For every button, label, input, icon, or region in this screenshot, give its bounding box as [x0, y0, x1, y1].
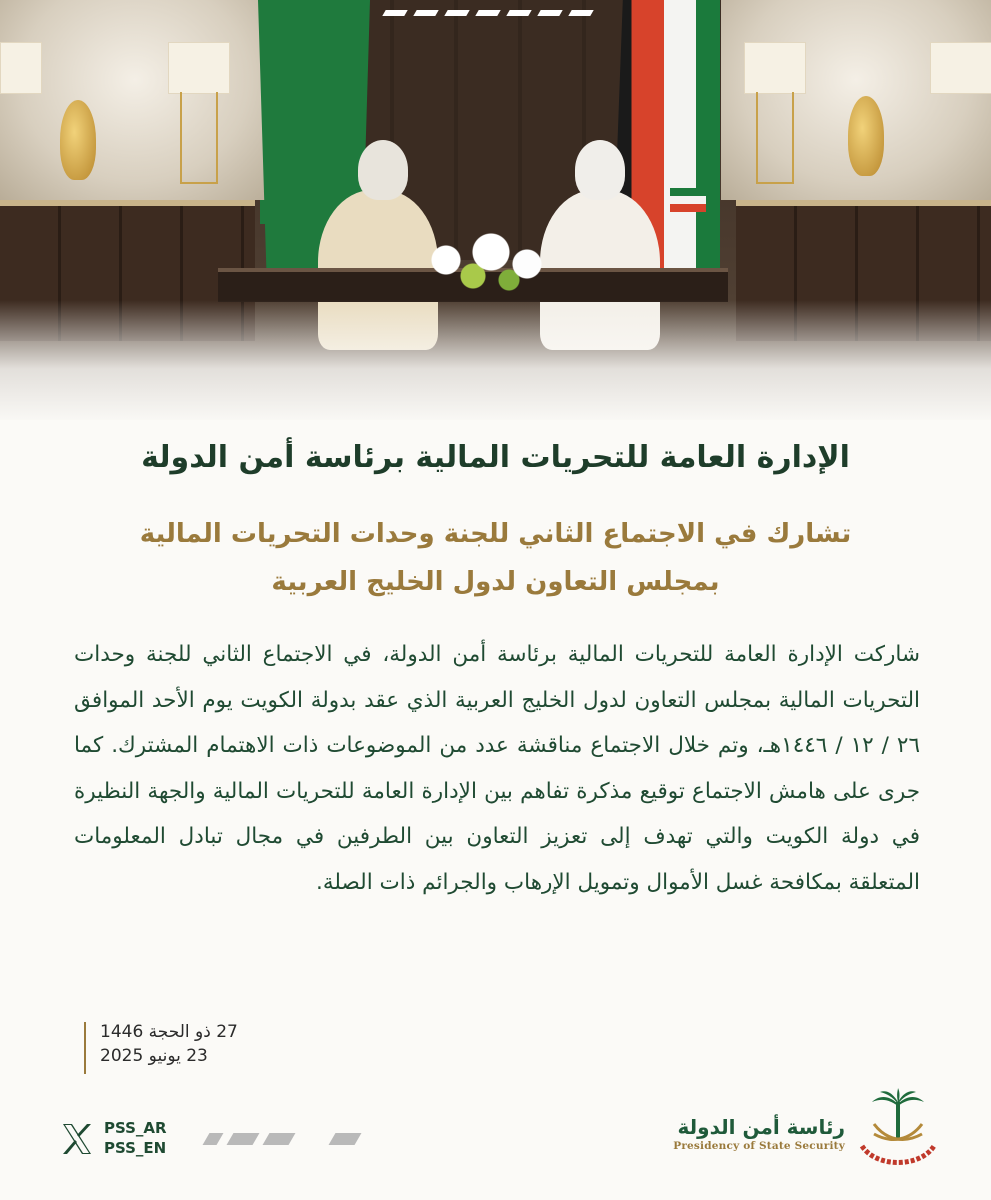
x-icon[interactable] — [60, 1122, 94, 1156]
header-photo — [0, 0, 991, 420]
news-paragraph: شاركت الإدارة العامة للتحريات المالية برئاسة أمن الدولة، في الاجتماع الثاني للجنة وحدات التحريات المالية بمجلس التعاون لدول الخليج العربية الذي عقد بدولة الكويت يوم الأحد الموافق ٢٦ / ١٢ / ١٤٤٦هـ، وتم خلال الاجتماع مناقشة عدد من الموضوعات ذات الاهتمام المشترك. كما جرى على هامش الاجتماع توقيع مذكرة تفاهم بين الإدارة العامة للتحريات المالية والجهة النظيرة في دولة الكويت والتي تهدف إلى تعزيز التعاون بين الطرفين في مجال تبادل المعلومات المتعلقة بمكافحة غسل الأموال وتمويل الإرهاب والجرائم ذات الصلة. — [74, 642, 921, 895]
palm-swords-emblem-icon — [852, 1088, 944, 1172]
delegate-right-head — [575, 140, 625, 200]
gold-vase — [848, 96, 884, 176]
social-handles — [104, 1118, 167, 1158]
bottom-dash-decoration — [206, 1133, 358, 1145]
lamp-shade — [168, 42, 230, 94]
photo-fade — [0, 300, 991, 420]
delegate-left-head — [358, 140, 408, 200]
gregorian-date: 23 يونيو 2025 — [100, 1046, 208, 1066]
page-subtitle — [60, 510, 931, 606]
lamp-shade — [930, 42, 991, 94]
hijri-date: 27 ذو الحجة 1446 — [100, 1022, 238, 1042]
brand-name-ar: رئاسة أمن الدولة — [677, 1115, 845, 1139]
wall-decor-left — [0, 0, 270, 200]
date-block — [84, 1022, 238, 1074]
lamp-shade — [0, 42, 42, 94]
handle-ar[interactable]: PSS_AR — [104, 1119, 167, 1137]
subtitle-line-2: بمجلس التعاون لدول الخليج العربية — [271, 567, 720, 597]
brand-name-en: Presidency of State Security — [673, 1140, 845, 1152]
lamp-stand — [756, 92, 794, 184]
desk-flag-saudi — [260, 200, 296, 224]
lamp-shade — [744, 42, 806, 94]
gold-vase — [60, 100, 96, 180]
handle-en[interactable]: PSS_EN — [104, 1139, 167, 1157]
desk-flag-kuwait — [670, 188, 706, 212]
flower-arrangement — [392, 220, 572, 300]
page-title: الإدارة العامة للتحريات المالية برئاسة أمن الدولة — [141, 440, 850, 475]
lamp-stand — [180, 92, 218, 184]
subtitle-line-1: تشارك في الاجتماع الثاني للجنة وحدات التحريات المالية — [139, 519, 852, 549]
top-dash-decoration — [384, 10, 604, 24]
brand-block — [673, 1114, 845, 1152]
date-divider — [84, 1022, 86, 1074]
